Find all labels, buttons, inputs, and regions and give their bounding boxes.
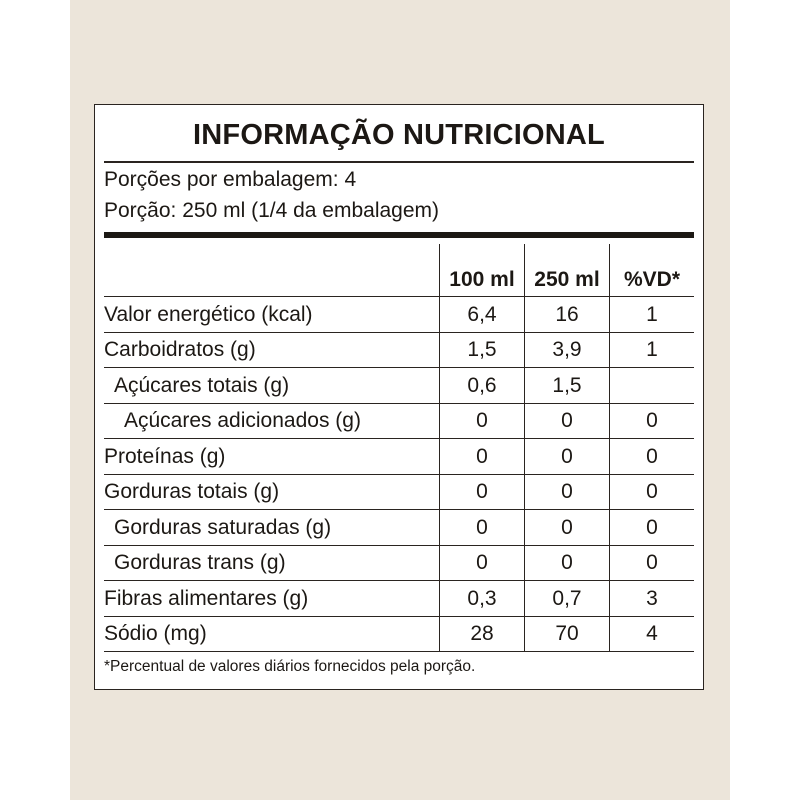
- value-100ml: 0: [440, 545, 525, 581]
- servings-per-package: Porções por embalagem: 4: [104, 168, 357, 191]
- value-vd: 0: [610, 545, 695, 581]
- value-250ml: 0: [525, 545, 610, 581]
- value-vd: 0: [610, 403, 695, 439]
- footnote: *Percentual de valores diários fornecidos pela porção.: [104, 658, 476, 675]
- table-row: [104, 368, 694, 404]
- table-row: [104, 545, 694, 581]
- column-header-250ml: 250 ml: [525, 244, 610, 297]
- value-vd: 3: [610, 581, 695, 617]
- value-100ml: 0,3: [440, 581, 525, 617]
- title-divider: [104, 161, 694, 163]
- header-empty-cell: [104, 244, 440, 297]
- nutrient-name: Açúcares adicionados (g): [104, 403, 440, 439]
- table-row: [104, 474, 694, 510]
- serving-size: Porção: 250 ml (1/4 da embalagem): [104, 199, 440, 222]
- value-250ml: 0: [525, 474, 610, 510]
- table-header-row: [104, 244, 694, 297]
- value-vd: 4: [610, 616, 695, 652]
- value-250ml: 0,7: [525, 581, 610, 617]
- value-100ml: 1,5: [440, 332, 525, 368]
- value-250ml: 16: [525, 297, 610, 333]
- column-header-100ml: 100 ml: [440, 244, 525, 297]
- value-100ml: 0: [440, 439, 525, 475]
- table-row: [104, 403, 694, 439]
- value-250ml: 70: [525, 616, 610, 652]
- nutrition-facts-label: [94, 104, 704, 690]
- value-vd: 0: [610, 510, 695, 546]
- table-row: [104, 297, 694, 333]
- nutrient-name: Açúcares totais (g): [104, 368, 440, 404]
- value-250ml: 1,5: [525, 368, 610, 404]
- value-250ml: 3,9: [525, 332, 610, 368]
- nutrient-name: Gorduras saturadas (g): [104, 510, 440, 546]
- value-vd: 1: [610, 332, 695, 368]
- value-vd: 0: [610, 439, 695, 475]
- value-vd: 1: [610, 297, 695, 333]
- nutrient-name: Gorduras totais (g): [104, 474, 440, 510]
- label-title: INFORMAÇÃO NUTRICIONAL: [193, 119, 605, 151]
- value-100ml: 6,4: [440, 297, 525, 333]
- nutrient-name: Sódio (mg): [104, 616, 440, 652]
- table-row: [104, 581, 694, 617]
- value-100ml: 0: [440, 474, 525, 510]
- value-250ml: 0: [525, 510, 610, 546]
- nutrient-name: Proteínas (g): [104, 439, 440, 475]
- nutrient-name: Carboidratos (g): [104, 332, 440, 368]
- table-row: [104, 510, 694, 546]
- column-header-vd: %VD*: [610, 244, 695, 297]
- nutrient-name: Valor energético (kcal): [104, 297, 440, 333]
- table-row: [104, 332, 694, 368]
- thick-divider: [104, 232, 694, 238]
- nutrition-table: [104, 244, 694, 652]
- value-250ml: 0: [525, 439, 610, 475]
- nutrient-name: Fibras alimentares (g): [104, 581, 440, 617]
- value-250ml: 0: [525, 403, 610, 439]
- value-100ml: 0,6: [440, 368, 525, 404]
- value-100ml: 0: [440, 403, 525, 439]
- table-row: [104, 439, 694, 475]
- value-vd: 0: [610, 474, 695, 510]
- value-100ml: 0: [440, 510, 525, 546]
- table-row: [104, 616, 694, 652]
- value-vd: [610, 368, 695, 404]
- value-100ml: 28: [440, 616, 525, 652]
- nutrient-name: Gorduras trans (g): [104, 545, 440, 581]
